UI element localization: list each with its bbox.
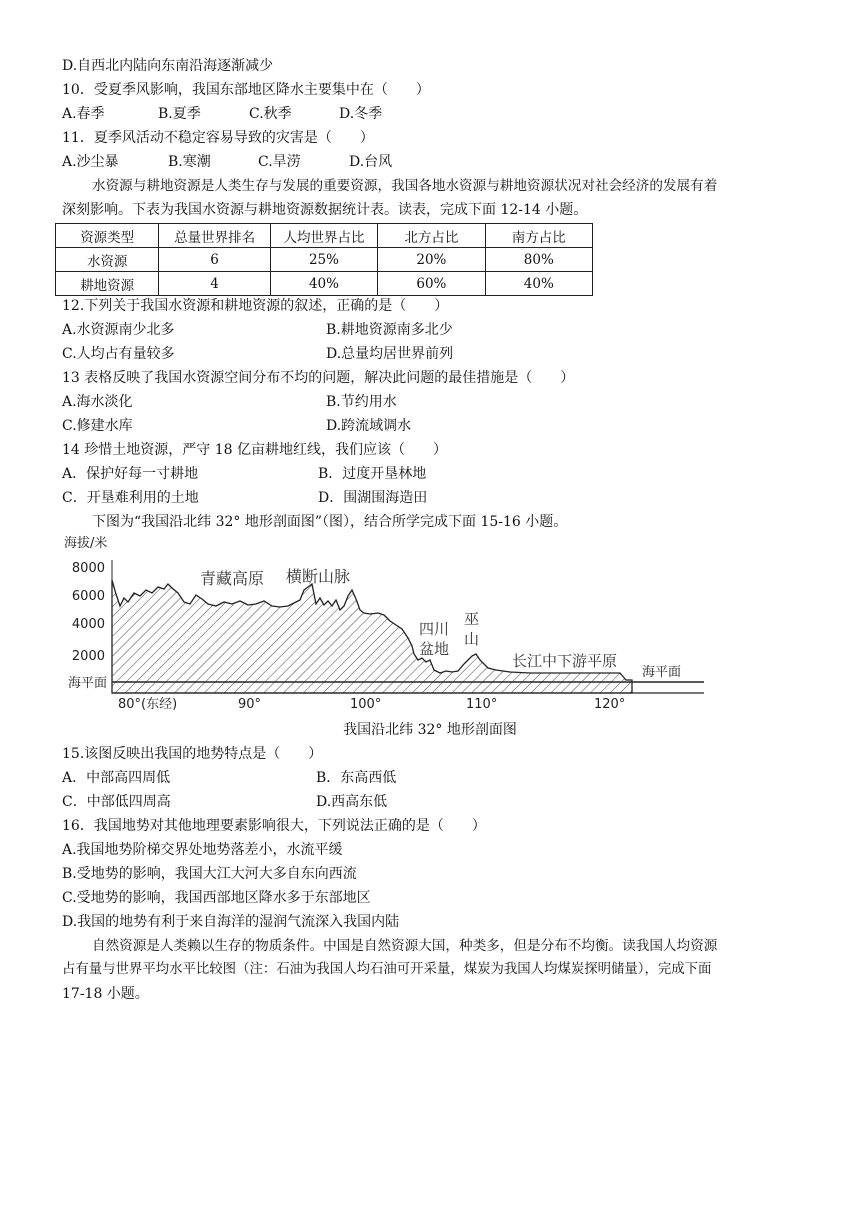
q16-option-d: D.我国的地势有利于来自海洋的湿润气流深入我国内陆	[62, 914, 400, 930]
q16-option-c: C.受地势的影响，我国西部地区降水多于东部地区	[62, 890, 371, 906]
q10-option-c: C.秋季	[249, 106, 292, 122]
terrain-profile-figure	[60, 530, 710, 710]
label-qingzang-plateau: 青藏高原	[200, 569, 265, 588]
question-10: 10．受夏季风影响，我国东部地区降水主要集中在（ ）	[62, 82, 430, 98]
label-wushan-1: 巫	[464, 610, 480, 628]
q10-option-d: D.冬季	[339, 106, 383, 122]
question-11: 11．夏季风活动不稳定容易导致的灾害是（ ）	[62, 130, 374, 146]
q12-option-c: C.人均占有量较多	[62, 346, 175, 362]
q11-option-b: B.寒潮	[168, 154, 211, 170]
table-cell: 水资源	[56, 248, 159, 272]
sea-level-label-right: 海平面	[642, 665, 682, 680]
table-row	[56, 272, 593, 296]
q11-option-a: A.沙尘暴	[62, 154, 119, 170]
table-header-cell: 人均世界占比	[270, 224, 377, 248]
q16-option-b: B.受地势的影响，我国大江大河大多自东向西流	[62, 866, 357, 882]
table-header-row	[56, 224, 593, 248]
q13-option-c: C.修建水库	[62, 418, 133, 434]
profile-x-tick: 90°	[238, 697, 262, 710]
profile-y-tick: 2000	[71, 649, 105, 664]
q10-option-a: A.春季	[62, 106, 105, 122]
profile-y-label: 海拔/米	[64, 536, 108, 551]
profile-x-tick: 110°	[466, 697, 498, 710]
q13-option-b: B.节约用水	[326, 394, 397, 410]
label-hengduan-mountains: 横断山脉	[286, 567, 351, 586]
q12-option-d: D.总量均居世界前列	[326, 346, 454, 362]
label-changjiang-plain: 长江中下游平原	[512, 652, 618, 670]
q9-option-d: D.自西北内陆向东南沿海逐渐减少	[62, 58, 274, 74]
question-14: 14 珍惜土地资源，严守 18 亿亩耕地红线，我们应该（ ）	[62, 442, 447, 458]
q16-option-a: A.我国地势阶梯交界处地势落差小，水流平缓	[62, 842, 343, 858]
figure-caption: 我国沿北纬 32° 地形剖面图	[343, 722, 517, 738]
table-cell: 4	[159, 272, 270, 296]
q13-option-d: D.跨流域调水	[326, 418, 412, 434]
table-cell: 60%	[378, 272, 485, 296]
q12-option-a: A.水资源南少北多	[62, 322, 175, 338]
question-12: 12.下列关于我国水资源和耕地资源的叙述，正确的是（ ）	[62, 298, 449, 314]
q12-option-b: B.耕地资源南多北少	[326, 322, 453, 338]
table-cell: 80%	[485, 248, 592, 272]
q15-option-d: D.西高东低	[316, 794, 388, 810]
table-cell: 6	[159, 248, 270, 272]
q11-option-d: D.台风	[349, 154, 393, 170]
q15-option-a: A．中部高四周低	[62, 770, 171, 786]
question-10-options	[62, 104, 382, 124]
question-15: 15.该图反映出我国的地势特点是（ ）	[62, 746, 323, 762]
table-header-cell: 资源类型	[56, 224, 159, 248]
intro-resources-2: 占有量与世界平均水平比较图（注：石油为我国人均石油可开采量，煤炭为我国人均煤炭探明储量），完成下面	[62, 962, 712, 977]
label-sichuan-basin-1: 四川	[419, 620, 450, 638]
resource-table	[55, 223, 593, 296]
table-header-cell: 总量世界排名	[159, 224, 270, 248]
question-11-options	[62, 152, 392, 172]
q15-option-b: B．东高西低	[316, 770, 397, 786]
intro-resources-1: 自然资源是人类赖以生存的物质条件。中国是自然资源大国，种类多，但是分布不均衡。读我国人均资源	[92, 938, 718, 954]
q15-option-c: C．中部低四周高	[62, 794, 171, 810]
table-cell: 40%	[270, 272, 377, 296]
label-wushan-2: 山	[464, 630, 480, 648]
q13-option-a: A.海水淡化	[62, 394, 133, 410]
intro-water-land-2: 深刻影响。下表为我国水资源与耕地资源数据统计表。读表，完成下面 12-14 小题。	[62, 202, 588, 218]
profile-y-tick: 4000	[71, 617, 105, 632]
question-13: 13 表格反映了我国水资源空间分布不均的问题，解决此问题的最佳措施是（ ）	[62, 370, 575, 386]
terrain-area	[112, 580, 632, 693]
q14-option-a: A．保护好每一寸耕地	[62, 466, 199, 482]
profile-x-tick: 100°	[350, 697, 382, 710]
table-cell: 20%	[378, 248, 485, 272]
intro-water-land-1: 水资源与耕地资源是人类生存与发展的重要资源，我国各地水资源与耕地资源状况对社会经济的发展有着	[92, 178, 718, 194]
table-row	[56, 248, 593, 272]
profile-y-tick: 8000	[71, 561, 105, 576]
profile-x-tick: 80°(东经)	[118, 697, 178, 710]
q10-option-b: B.夏季	[158, 106, 201, 122]
table-header-cell: 南方占比	[485, 224, 592, 248]
profile-y-tick: 6000	[71, 589, 105, 604]
table-header-cell: 北方占比	[378, 224, 485, 248]
q14-option-c: C．开垦难利用的土地	[62, 490, 199, 506]
q14-option-b: B．过度开垦林地	[318, 466, 427, 482]
table-cell: 40%	[485, 272, 592, 296]
q14-option-d: D．围湖围海造田	[318, 490, 428, 506]
intro-resources-3: 17-18 小题。	[62, 986, 149, 1002]
table-cell: 25%	[270, 248, 377, 272]
intro-profile: 下图为“我国沿北纬 32° 地形剖面图”（图），结合所学完成下面 15-16 小题。	[92, 514, 568, 530]
sea-level-label-left: 海平面	[68, 676, 108, 691]
question-16: 16．我国地势对其他地理要素影响很大，下列说法正确的是（ ）	[62, 818, 486, 834]
label-sichuan-basin-2: 盆地	[419, 640, 450, 658]
q11-option-c: C.旱涝	[258, 154, 301, 170]
table-cell: 耕地资源	[56, 272, 159, 296]
profile-x-tick: 120°	[594, 697, 626, 710]
